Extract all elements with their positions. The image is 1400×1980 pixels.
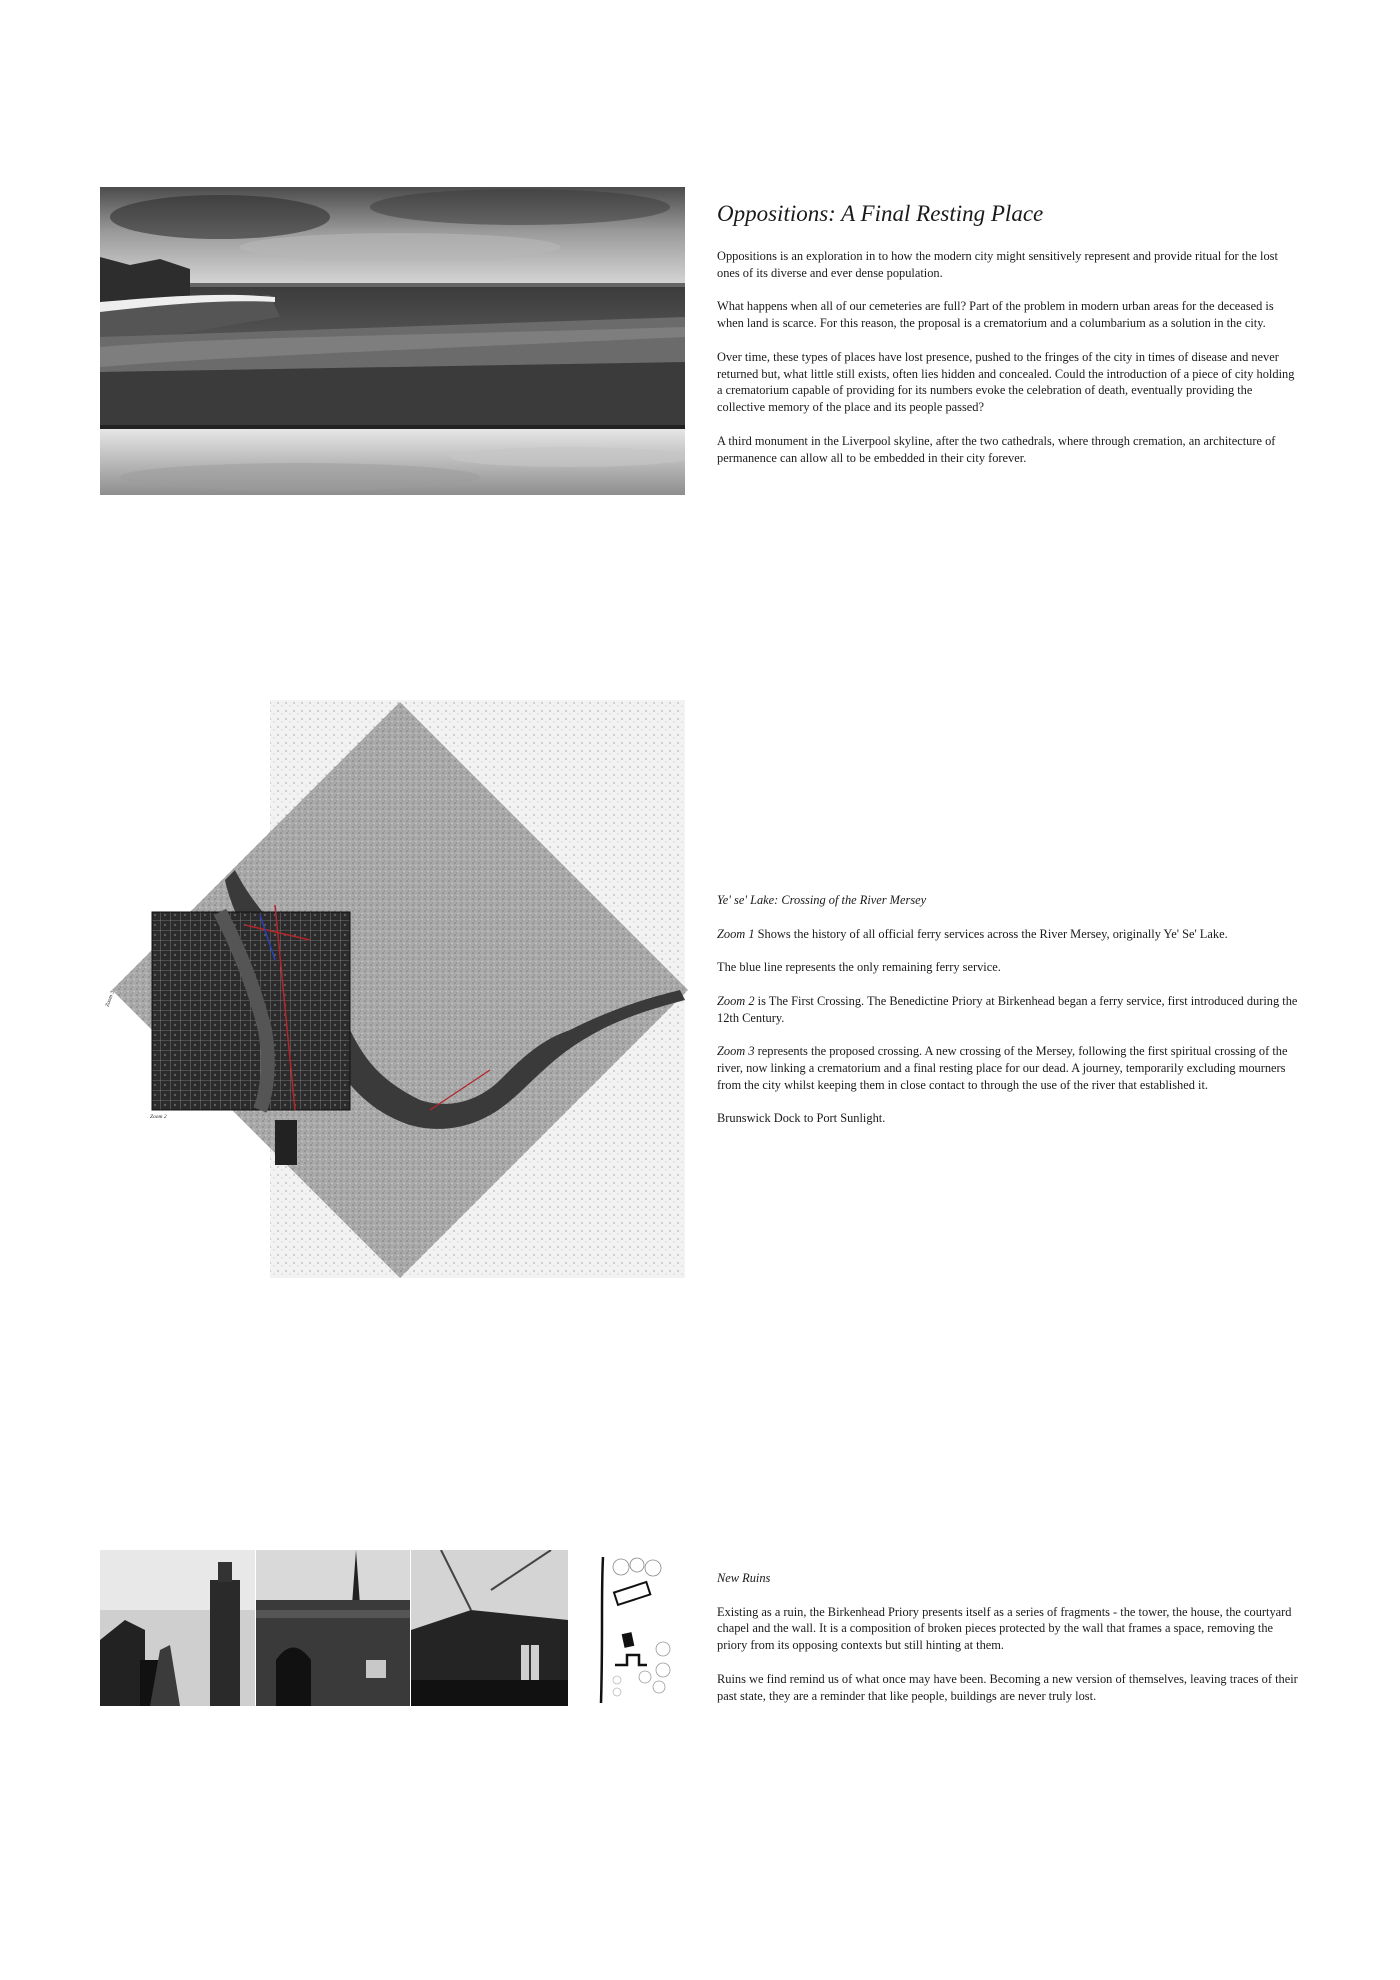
priory-photo-window (411, 1550, 568, 1706)
tree-icon (613, 1676, 621, 1684)
intro-paragraph: Oppositions is an exploration in to how the modern city might sensitively represent and provide ritual for the lost ones of its diverse and ever dense population. (717, 249, 1278, 280)
zoom2-label: Zoom 2 (717, 993, 755, 1008)
zoom3-label: Zoom 3 (717, 1044, 755, 1059)
ruins-paragraph: Ruins we find remind us of what once may have been. Becoming a new version of themselves, leaving traces of their past state, they are a reminder that like people, buildings are never truly lost. (717, 1671, 1298, 1703)
crossing-subtitle: Ye' se' Lake: Crossing of the River Mersey (717, 893, 927, 907)
priory-photo-arch (256, 1550, 410, 1706)
tree-icon (613, 1559, 629, 1575)
ruins-subtitle: New Ruins (717, 1571, 771, 1585)
tree-icon (613, 1688, 621, 1696)
waterfront-photo (100, 187, 685, 495)
priory-wall (601, 1557, 603, 1703)
crossing-closing-line: Brunswick Dock to Port Sunlight. (717, 1111, 886, 1126)
ruins-text-block (717, 1570, 1302, 1721)
intro-paragraph: Over time, these types of places have lost presence, pushed to the fringes of the city in times of disease and never returned but, what little still exists, often lies hidden and concealed. Could the introduction of a piece of city holding a crematorium capable of providing for its numbers evoke the celebration of death, eventually providing the collective memory of the place and its people passed? (717, 349, 1295, 415)
priory-arch-graphic (256, 1550, 410, 1706)
tree-icon (656, 1663, 670, 1677)
courtyard-chapel (615, 1655, 647, 1665)
river-mersey-map (100, 700, 690, 1280)
tree-icon (656, 1642, 670, 1656)
priory-house-outline (614, 1582, 650, 1605)
zoom1-description (717, 926, 1302, 943)
tree-icon (630, 1558, 644, 1572)
waterfront-photo-graphic (100, 187, 685, 495)
tree-icon (639, 1671, 651, 1683)
site-plan-graphic (595, 1555, 685, 1705)
dock-block (275, 1120, 297, 1165)
ruins-paragraph: Existing as a ruin, the Birkenhead Priory presents itself as a series of fragments - the tower, the house, the courtyard chapel and the wall. It is a composition of broken pieces protected by the wall that frames a space, removing the priory from its opposing contexts but still hinting at them. (717, 1604, 1292, 1653)
zoom3-text: represents the proposed crossing. A new crossing of the Mersey, following the first spiritual crossing of the river, now linking a crematorium and a final resting place for our dead. A journey, temporarily excluding mourners from the city whilst keeping them in close contact to through the use of the river that established it. (717, 1044, 1288, 1092)
zoom-grid-overlay (152, 912, 350, 1110)
priory-photo-tower (100, 1550, 255, 1706)
zoom3-map-label: Zoom 3 (104, 990, 116, 1008)
zoom1-label: Zoom 1 (717, 926, 755, 941)
priory-window-graphic (411, 1550, 568, 1706)
crossing-text-block (717, 892, 1302, 1144)
zoom2-description (717, 993, 1302, 1027)
zoom1-note: The blue line represents the only remaining ferry service. (717, 960, 1001, 975)
zoom1-text: Shows the history of all official ferry services across the River Mersey, originally Ye' Se' Lake. (754, 926, 1228, 941)
page-title: Oppositions: A Final Resting Place (717, 201, 1044, 226)
intro-paragraph: What happens when all of our cemeteries are full? Part of the problem in modern urban areas for the deceased is when land is scarce. For this reason, the proposal is a crematorium and a columbarium as a solution in the city. (717, 299, 1274, 331)
intro-text-block (717, 200, 1302, 483)
tree-icon (645, 1560, 661, 1576)
zoom3-description (717, 1043, 1302, 1093)
intro-paragraph: A third monument in the Liverpool skyline, after the two cathedrals, where through cremation, an architecture of permanence can allow all to be embedded in their city forever. (717, 433, 1276, 465)
river-mersey-map-graphic (100, 700, 690, 1280)
tree-icon (653, 1681, 665, 1693)
priory-tower-block (622, 1632, 635, 1648)
priory-tower-graphic (100, 1550, 255, 1706)
priory-site-plan (595, 1555, 685, 1705)
zoom2-map-label: Zoom 2 (150, 1114, 167, 1120)
zoom2-text: is The First Crossing. The Benedictine Priory at Birkenhead began a ferry service, first introduced during the 12th Century. (717, 993, 1298, 1025)
